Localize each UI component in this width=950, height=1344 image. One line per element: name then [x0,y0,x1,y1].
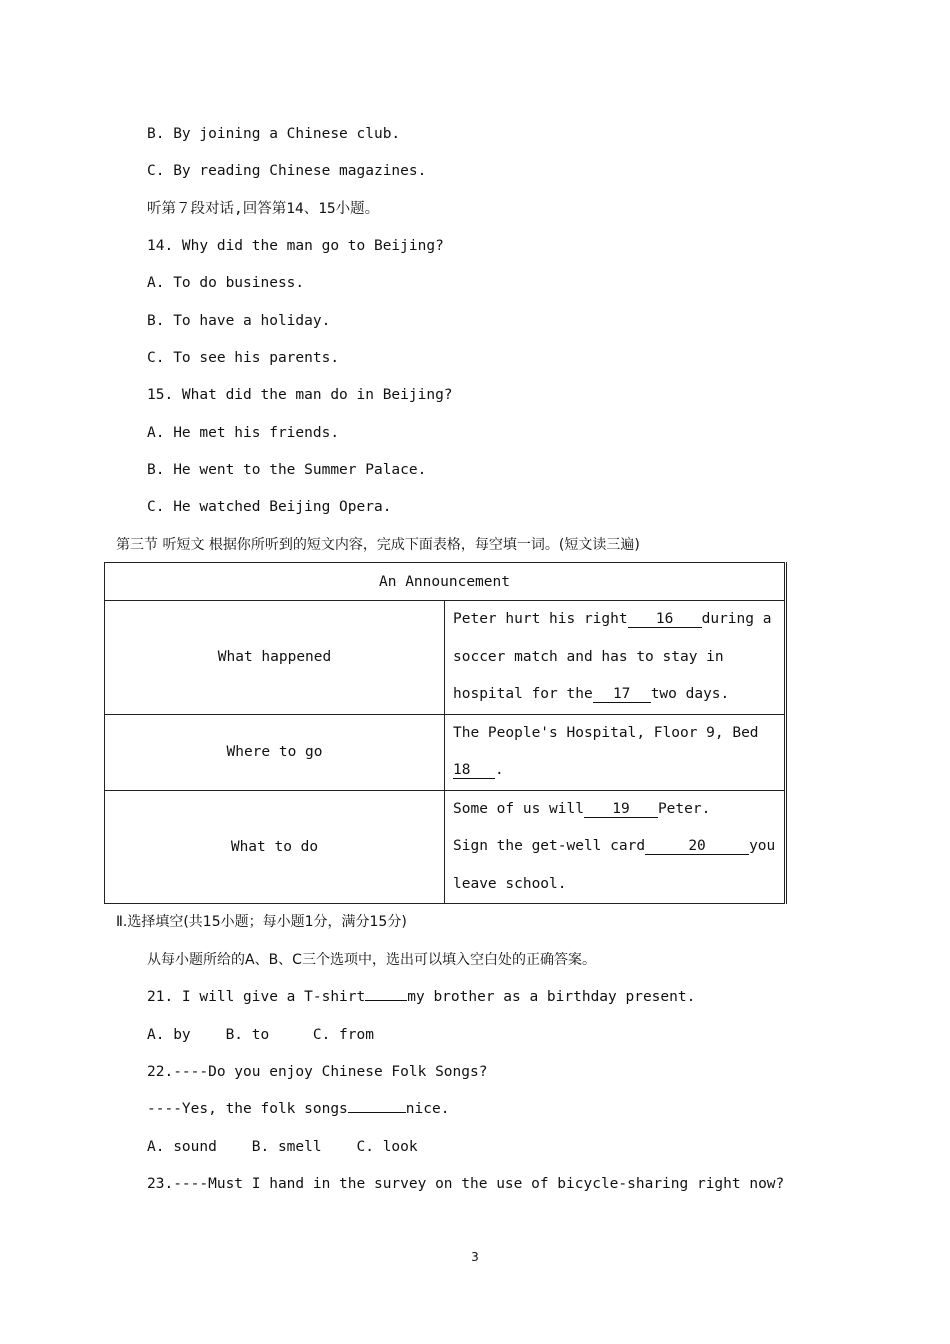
blank-17[interactable]: 17 [593,686,651,703]
question-21 [147,987,695,1007]
q22-text-a: ----Yes, the folk songs [147,1101,348,1117]
row-label-what-to-do: What to do [105,790,445,904]
page-number: 3 [471,1250,479,1264]
row1-text-b: during a soccer match and has to stay in hospital for the [453,611,772,702]
row3-text-d: you leave school. [453,838,776,892]
row-label-what-happened: What happened [105,601,445,715]
row3-text-a: Some of us will [453,800,584,817]
dialog-7-instruction: 听第７段对话,回答第14、15小题。 [147,201,380,217]
option-14b: B. To have a holiday. [147,313,331,329]
question-22-line2 [147,1099,449,1119]
row3-text-c: Sign the get-well card [453,838,646,854]
blank-20[interactable]: 20 [645,838,749,855]
option-13b: B. By joining a Chinese club. [147,126,401,142]
option-14c: C. To see his parents. [147,350,340,366]
question-22-line1: 22.----Do you enjoy Chinese Folk Songs? [147,1064,488,1080]
q21-text-a: 21. I will give a T-shirt [147,989,366,1005]
section3-heading: 第三节 听短文 根据你所听到的短文内容，完成下面表格，每空填一词。(短文读三遍) [116,537,640,553]
question-14: 14. Why did the man go to Beijing? [147,238,444,254]
announcement-table [104,562,787,904]
part2-instruction: 从每小题所给的A、B、C三个选项中，选出可以填入空白处的正确答案。 [147,952,596,968]
question-23-line1: 23.----Must I hand in the survey on the use of bicycle-sharing right now? [147,1176,785,1192]
row-content-what-to-do [445,790,786,904]
option-13c: C. By reading Chinese magazines. [147,163,427,179]
blank-19[interactable]: 19 [584,801,658,818]
blank-16[interactable]: 16 [628,611,702,628]
row2-text-a: The People's Hospital, Floor 9, Bed [453,724,759,741]
row1-text-c: two days. [650,686,730,702]
option-15c: C. He watched Beijing Opera. [147,499,392,515]
row2-text-b: . [495,762,504,778]
row-label-where-to-go: Where to go [105,714,445,790]
question-15: 15. What did the man do in Beijing? [147,387,453,403]
row1-text-a: Peter hurt his right [453,611,628,627]
options-21: A. by B. to C. from [147,1027,374,1043]
part2-heading: Ⅱ.选择填空(共15小题；每小题1分，满分15分) [116,914,407,930]
blank-18[interactable]: 18 [453,762,495,779]
blank-22[interactable] [348,1112,406,1113]
option-15b: B. He went to the Summer Palace. [147,462,427,478]
q22-text-b: nice. [405,1101,450,1117]
row-content-what-happened [445,601,786,715]
row3-text-b: Peter. [657,800,711,817]
blank-21[interactable] [365,1000,407,1001]
table-title: An Announcement [105,563,786,601]
option-15a: A. He met his friends. [147,425,340,441]
option-14a: A. To do business. [147,275,305,291]
row-content-where-to-go [445,714,786,790]
q21-text-b: my brother as a birthday present. [407,989,696,1005]
options-22: A. sound B. smell C. look [147,1139,418,1155]
